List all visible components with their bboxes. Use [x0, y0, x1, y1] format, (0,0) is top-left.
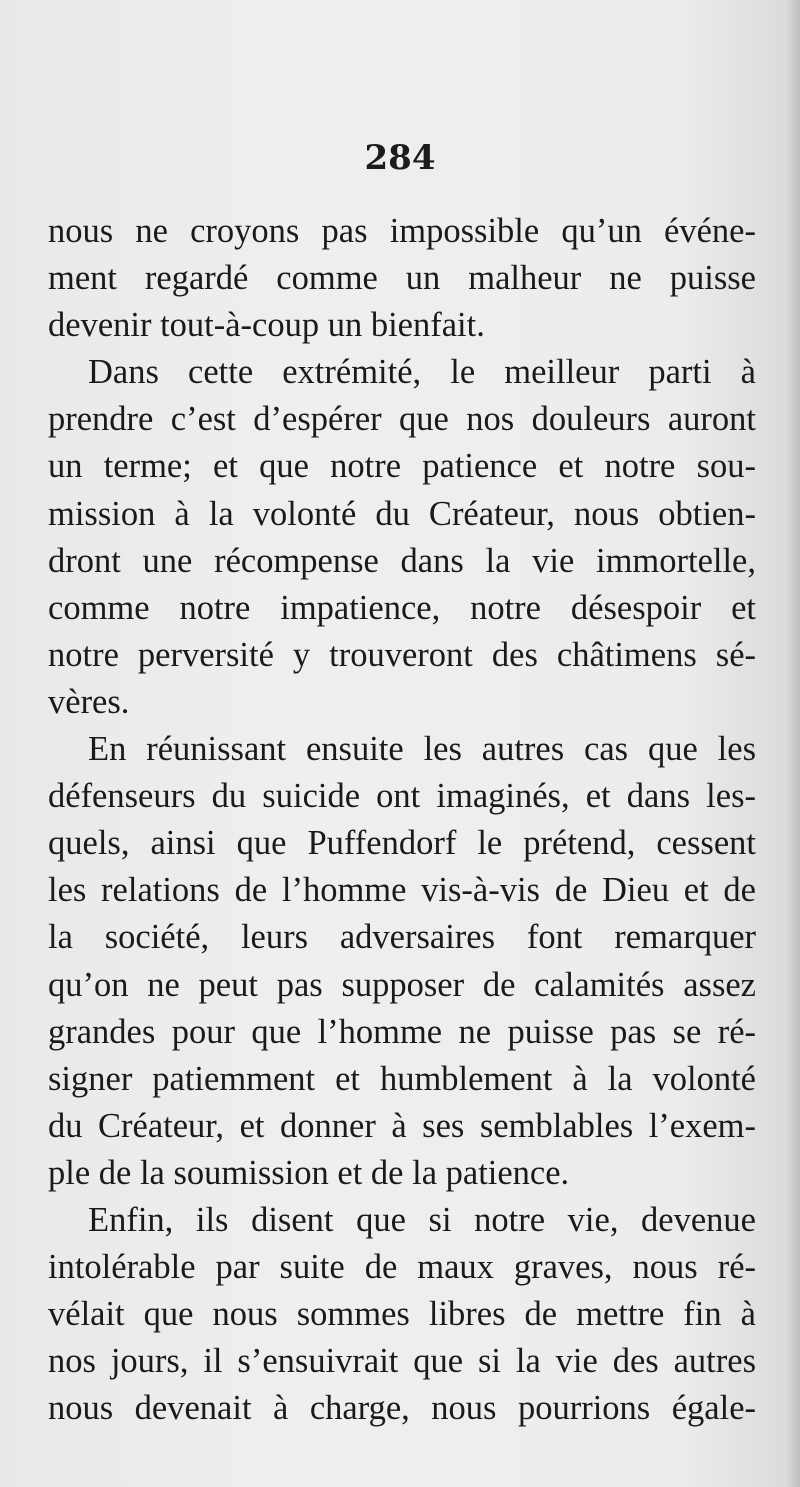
text-line: vères.	[48, 682, 130, 721]
text-line: nos jours, il s’ensuivrait que si la vie des autres	[48, 1342, 756, 1381]
text-line: notre perversité y trouveront des châtimens sé-	[48, 635, 756, 674]
text-line: devenir tout-à-coup un bienfait.	[48, 306, 485, 345]
text-line: ment regardé comme un malheur ne puisse	[48, 259, 756, 298]
text-line: dront une récompense dans la vie immortelle,	[48, 541, 756, 580]
text-line: les relations de l’homme vis-à-vis de Dieu et de	[48, 871, 756, 910]
text-line: Enfin, ils disent que si notre vie, devenue	[88, 1200, 756, 1239]
page-number: 284	[364, 138, 436, 178]
text-line: du Créateur, et donner à ses semblables l’exem-	[48, 1106, 756, 1145]
text-line: nous ne croyons pas impossible qu’un événe-	[48, 212, 756, 250]
text-line: un terme; et que notre patience et notre sou-	[48, 447, 756, 486]
text-line: prendre c’est d’espérer que nos douleurs auront	[48, 400, 756, 439]
page-edge-shadow	[786, 0, 800, 1487]
text-line: comme notre impatience, notre désespoir et	[48, 588, 756, 627]
text-line: grandes pour que l’homme ne puisse pas se ré-	[48, 1012, 756, 1051]
text-line: quels, ainsi que Puffendorf le prétend, cessent	[48, 824, 756, 863]
text-line: Dans cette extrémité, le meilleur parti à	[88, 353, 756, 392]
body-text	[48, 208, 756, 1432]
text-line: défenseurs du suicide ont imaginés, et dans les-	[48, 777, 756, 816]
text-line: intolérable par suite de maux graves, nous ré-	[48, 1248, 756, 1287]
text-line: la société, leurs adversaires font remarquer	[48, 918, 756, 957]
text-line: ple de la soumission et de la patience.	[48, 1153, 570, 1192]
text-line: vélait que nous sommes libres de mettre fin à	[48, 1295, 756, 1334]
text-line: mission à la volonté du Créateur, nous obtien-	[48, 494, 756, 533]
text-line: signer patiemment et humblement à la volonté	[48, 1059, 756, 1098]
text-line: nous devenait à charge, nous pourrions égale-	[48, 1389, 756, 1428]
text-line: qu’on ne peut pas supposer de calamités assez	[48, 965, 756, 1004]
text-line: En réunissant ensuite les autres cas que les	[88, 730, 756, 769]
